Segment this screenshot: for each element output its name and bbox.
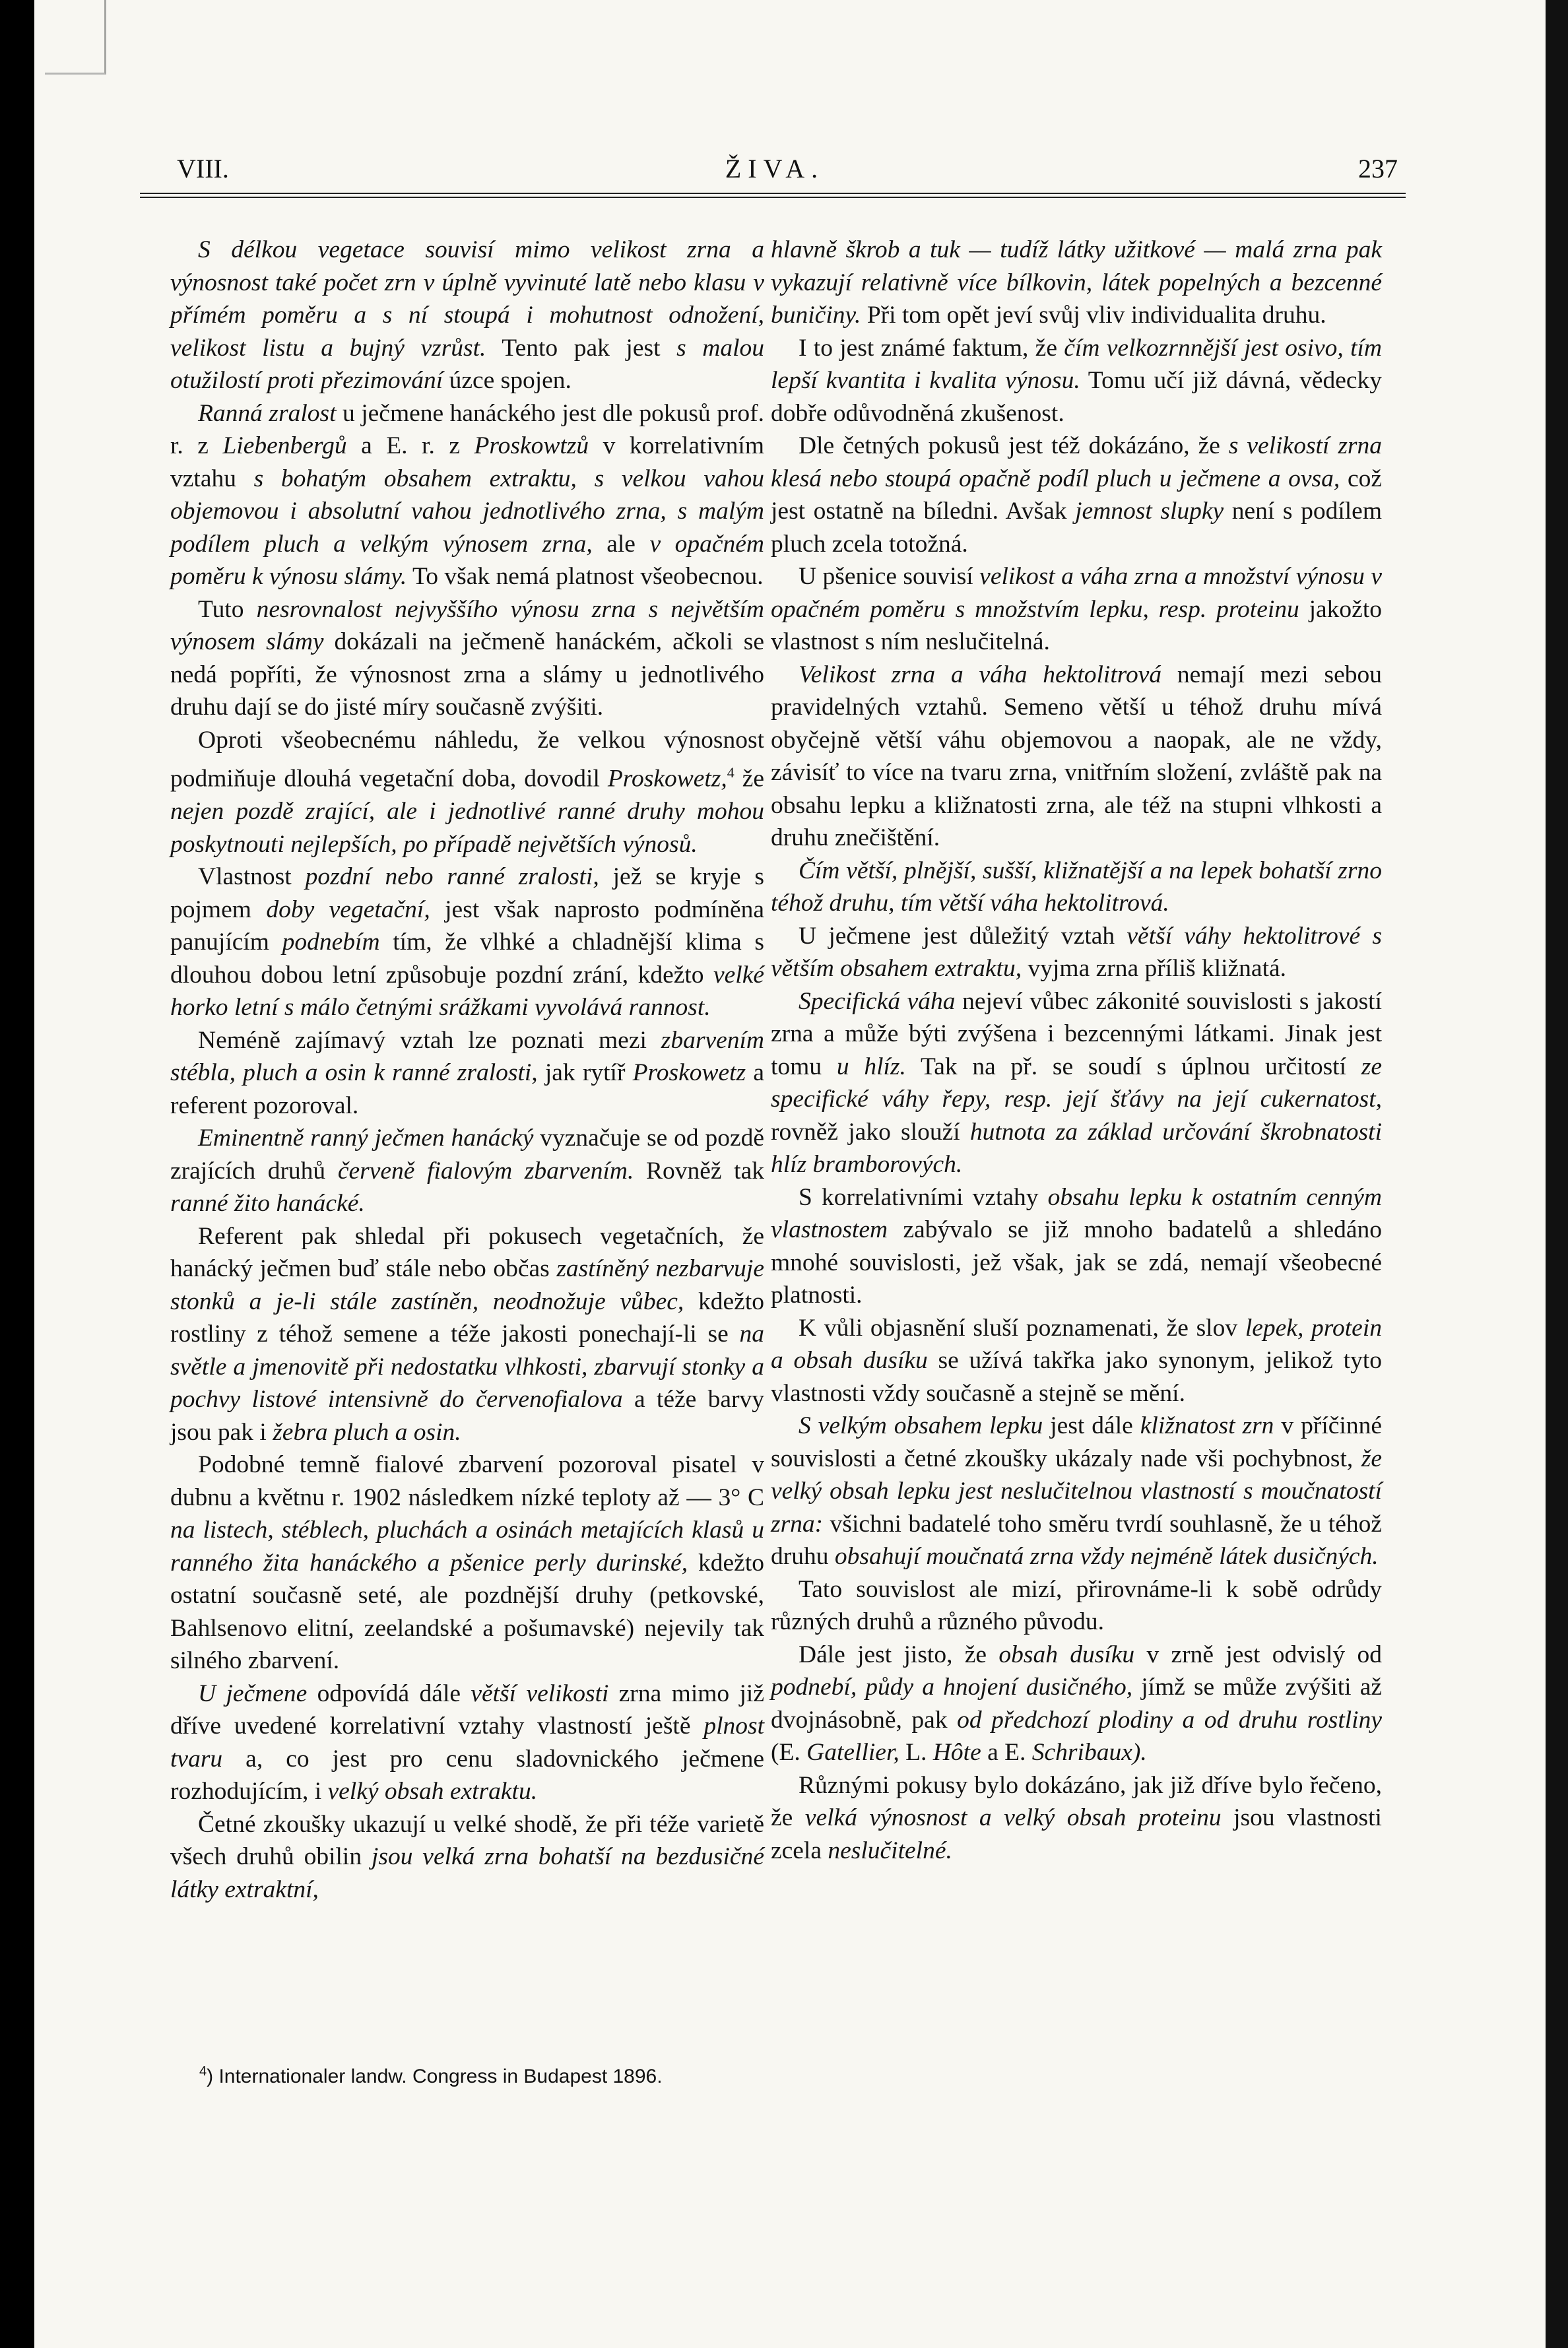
italic-text: podnebí, půdy a hnojení dusičného, [771,1674,1133,1701]
text-run: nemají mezi sebou pravidelných vztahů. Semeno větší u téhož druhu mívá obyčejně větší váhu objemovou a naopak, ale ne vždy, závisíť to více na tvaru zrna, vnitřním složení, zvláště pak na obsahu lepku a kližnatosti zrna, ale též na stupni vlhkosti a druhu znečištění. [771,661,1382,851]
italic-text: nejen pozdě zrající, ale i jednotlivé ranné druhy mohou poskytnouti nejlepších, po případě největších výnosů. [170,798,764,858]
text-run: jímž se může zvýšiti až dvojnásobně, pak [771,1674,1382,1734]
italic-text: v opačném poměru k výnosu slámy. [170,530,765,590]
italic-text: nesrovnalost nejvyššího výnosu zrna s největším výnosem slámy [170,595,764,655]
paragraph [170,234,764,397]
text-run: úzce spojen. [443,367,572,394]
paragraph [771,855,1382,920]
italic-text: čím velkozrnnější jest osivo, tím lepší kvantita i kvalita výnosu. [771,334,1382,394]
text-run: a E. [981,1739,1032,1766]
text-run: dokázali na ječmeně hanáckém, ačkoli se nedá popříti, že výnosnost zrna a slámy u jednotlivého druhu dají se do jisté míry současně zvýšiti. [170,628,764,721]
text-run: jest však naprosto podmíněna panujícím [170,896,764,956]
text-run: Rovněž tak [634,1157,764,1185]
paragraph [771,1181,1382,1312]
page-number: 237 [1358,154,1398,183]
italic-text: Schribaux). [1031,1739,1147,1766]
italic-text: neslučitelné. [828,1837,952,1864]
paragraph [170,1024,764,1123]
italic-text: Ranná zralost [198,399,337,427]
italic-text: pozdní nebo ranné zralosti, [305,863,599,890]
paragraph [170,1449,764,1678]
right-column [771,234,1382,1867]
text-run: v příčinné souvislosti a četné zkoušky ukázaly nade vši pochybnost, [771,1412,1382,1472]
footnote-ref: 4 [727,764,735,781]
paragraph [771,234,1382,332]
text-run: Tak na př. se soudí s úplnou určitostí [905,1053,1361,1080]
italic-text: větší velikosti [471,1679,609,1707]
italic-text: Eminentně ranný ječmen hanácký [198,1125,534,1152]
italic-text: s malou otužilostí proti přezimování [170,334,764,394]
text-run: v zrně jest odvislý od [1134,1641,1382,1668]
text-run: jsou vlastnosti zcela [771,1804,1382,1864]
italic-text: Liebenbergů [222,432,347,459]
italic-text: zastíněný nezbarvuje stonků a je-li stále zastíněn, neodnožuje vůbec, [170,1255,764,1315]
left-column [170,234,764,1906]
text-run: U pšenice souvisí [799,563,980,590]
text-run: jež se kryje s pojmem [170,863,765,923]
page-header [144,153,1406,193]
italic-text: velká výnosnost a velký obsah proteinu [804,1804,1222,1831]
italic-text: hlavně škrob a tuk — tudíž látky užitkové — malá zrna pak vykazují relativně více bílkovin, látek popelných a bezcenné buničiny. [771,236,1382,329]
text-run: Neméně zajímavý vztah lze poznati mezi [198,1026,661,1054]
text-run: že [734,765,764,793]
text-run: jest dále [1043,1412,1140,1439]
paragraph [771,659,1382,855]
text-run: I to jest známé faktum, že [799,334,1064,362]
italic-text: podnebím [282,929,380,956]
text-run: K vůli objasnění sluší poznamenati, že slov [799,1314,1245,1342]
paragraph [771,332,1382,430]
text-run: zrna mimo již dříve uvedené korrelativní vztahy vlastností ještě [170,1679,764,1740]
text-run: zabývalo se již mnoho badatelů a shledáno mnohé souvislosti, jež však, jak se zdá, nemají všeobecné platnosti. [771,1216,1382,1309]
text-run: odpovídá dále [307,1679,471,1707]
italic-text: velký obsah extraktu. [327,1778,538,1805]
text-run: tím, že vlhké a chladnější klima s dlouhou dobou letní způsobuje pozdní zrání, kdežto [170,929,765,989]
italic-text: větší váhy hektolitrové s větším obsahem extraktu, [771,922,1383,982]
footnote [199,2064,767,2088]
italic-text: s velikostí zrna klesá nebo stoupá opačně podíl pluch u ječmene a ovsa, [771,432,1383,492]
text-run: Tuto [198,595,257,623]
text-run: U ječmene jest důležitý vztah [799,922,1127,950]
text-run: což jest ostatně na bíledni. Avšak [771,465,1382,525]
text-run: jak rytíř [537,1059,633,1086]
text-run: L. [899,1739,933,1766]
journal-title: ŽIVA. [725,154,825,183]
italic-text: žebra pluch a osin. [273,1418,461,1446]
paragraph [771,560,1382,659]
italic-text: jemnost slupky [1075,498,1224,525]
scan-border-left [0,0,34,2348]
paragraph [170,593,764,724]
text-run: jakožto vlastnost s ním neslučitelná. [771,595,1382,655]
text-run: (E. [771,1739,807,1766]
paragraph [170,1220,764,1449]
italic-text: S délkou vegetace souvisí mimo velikost zrna a výnosnost také počet zrn v úplně vyvinuté latě nebo klasu v přímém poměru a s ní stoupá i mohutnost odnožení, velikost listu a bujný vzrůst. [170,236,764,362]
text-run: se užívá takřka jako synonym, jelikož tyto vlastnosti vždy současně a stejně se mění. [771,1347,1383,1407]
paragraph [771,1769,1382,1868]
italic-text: od předchozí plodiny a od druhu rostliny [957,1706,1382,1734]
text-run: všichni badatelé toho směru tvrdí souhlasně, že u téhož druhu [771,1510,1382,1570]
italic-text: ranné žito hanácké. [170,1190,365,1217]
paragraph [170,1122,764,1220]
text-run: Tento pak jest [486,334,677,362]
italic-text: kližnatost zrn [1140,1412,1274,1439]
paragraph [771,1639,1382,1769]
italic-text: velikost a váha zrna a množství výnosu v opačném poměru s množstvím lepku, resp. proteinu [771,563,1382,623]
text-run: Tato souvislost ale mizí, přirovnáme-li k sobě odrůdy různých druhů a různého původu. [771,1575,1382,1635]
italic-text: Velikost zrna a váha hektolitrová [799,661,1162,688]
text-run: vyjma zrna příliš kližnatá. [1022,955,1287,982]
italic-text: s bohatým obsahem extraktu, s velkou vahou objemovou i absolutní vahou jednotlivého zrna, s malým podílem pluch a velkým výnosem zrna, [170,465,764,558]
text-run: není s podílem pluch zcela totožná. [771,498,1382,558]
italic-text: plnost tvaru [170,1712,764,1773]
italic-text: S velkým obsahem lepku [799,1412,1043,1439]
text-run: Referent pak shledal při pokusech vegetačních, že hanácký ječmen buď stále nebo občas [170,1222,764,1282]
volume-number: VIII. [177,154,229,183]
italic-text: doby vegetační, [266,896,430,923]
text-run: a, co jest pro cenu sladovnického ječmene rozhodujícím, i [170,1745,764,1805]
paragraph [771,1410,1382,1573]
text-run: Různými pokusy bylo dokázáno, jak již dříve bylo řečeno, že [771,1771,1382,1831]
paragraph [170,397,764,593]
italic-text: Gatellier, [806,1739,899,1766]
italic-text: Proskowetz [632,1059,746,1086]
italic-text: obsah dusíku [998,1641,1135,1668]
text-run: Oproti všeobecnému náhledu, že velkou výnosnost podmiňuje dlouhá vegetační doba, dovodil [170,726,764,793]
italic-text: velké horko letní s málo četnými srážkami vyvolává rannost. [170,961,764,1021]
text-run: Dále jest jisto, že [799,1641,999,1668]
text-run: kdežto rostliny z téhož semene a téže jakosti ponechají-li se [170,1288,764,1348]
text-run: Tomu učí již dávná, vědecky dobře odůvodněná zkušenost. [771,367,1383,427]
italic-text: na listech, stéblech, pluchách a osinách metajících klasů u ranného žita hanáckého a pšenice perly durinské, [170,1516,764,1577]
text-run: Vlastnost [198,863,306,890]
italic-text: Specifická váha [799,987,956,1015]
footnote-text: ) Internationaler landw. Congress in Budapest 1896. [207,2066,663,2087]
text-run: S korrelativními vztahy [799,1183,1048,1211]
italic-text: že velký obsah lepku jest neslučitelnou vlastností s moučnatostí zrna: [771,1445,1382,1538]
paragraph [170,1808,764,1907]
italic-text: červeně fialovým zbarvením. [337,1157,634,1185]
scan-artifact [45,0,106,75]
text-run: Podobné temně fialové zbarvení pozoroval pisatel v dubnu a květnu r. 1902 následkem nízké teploty až — 3° C [170,1451,764,1511]
paragraph [170,1678,764,1808]
scan-border-right [1546,0,1568,2348]
italic-text: obsahují moučnatá zrna vždy nejméně látek dusičných. [834,1543,1379,1570]
italic-text: jsou velká zrna bohatší na bezdusičné látky extraktní, [170,1843,764,1903]
paragraph [771,985,1382,1181]
text-run: a E. r. z [346,432,474,459]
italic-text: na světle a jmenovitě při nedostatku vlhkosti, zbarvují stonky a pochvy listové intensivně do červenofialova [170,1321,764,1413]
italic-text: Čím větší, plnější, sušší, kližnatější a na lepek bohatší zrno téhož druhu, tím větší váha hektolitrová. [771,857,1382,917]
text-run: a téže barvy jsou pak i [170,1386,764,1446]
text-run: Četné zkoušky ukazují u velké shodě, že při téže varietě všech druhů obilin [170,1810,764,1870]
italic-text: ze specifické váhy řepy, resp. její šťávy na její cukernatost, [771,1053,1383,1113]
text-run: rovněž jako slouží [771,1118,970,1146]
header-rule [140,193,1406,198]
text-run: Dle četných pokusů jest též dokázáno, že [799,432,1229,459]
paragraph [771,920,1382,985]
italic-text: Hôte [932,1739,981,1766]
paragraph [771,1573,1382,1639]
italic-text: Proskowetz, [607,765,727,793]
paragraph [170,861,764,1024]
text-run: v korrelativním vztahu [170,432,764,492]
text-run: a referent pozoroval. [170,1059,764,1119]
italic-text: zbarvením stébla, pluch a osin k ranné zralosti, [170,1026,764,1086]
paragraph [170,724,764,861]
text-run: ale [592,530,650,558]
paragraph [771,430,1382,560]
italic-text: U ječmene [198,1679,308,1707]
paragraph [771,1312,1382,1410]
italic-text: Proskowtzů [474,432,589,459]
text-run: kdežto ostatní současně seté, ale pozdnější druhy (petkovské, Bahlsenovo elitní, zeelandské a pošumavské) nejevily tak silného zbarvení. [170,1549,764,1674]
italic-text: obsahu lepku k ostatním cenným vlastnostem [771,1183,1382,1243]
text-run: nejeví vůbec zákonité souvislosti s jakostí zrna a může býti zvýšena i bezcennými látkami. Jinak jest tomu [771,987,1382,1080]
italic-text: lepek, protein a obsah dusíku [771,1314,1382,1374]
text-run: Při tom opět jeví svůj vliv individualita druhu. [861,302,1326,329]
italic-text: u hlíz. [836,1053,906,1080]
italic-text: hutnota za základ určování škrobnatosti hlíz bramborových. [771,1118,1382,1178]
footnote-mark: 4 [199,2064,207,2079]
text-run: u ječmene hanáckého jest dle pokusů prof. r. z [170,399,764,459]
text-run: vyznačuje se od pozdě zrajících druhů [170,1125,764,1185]
text-run: To však nemá platnost všeobecnou. [407,563,764,590]
